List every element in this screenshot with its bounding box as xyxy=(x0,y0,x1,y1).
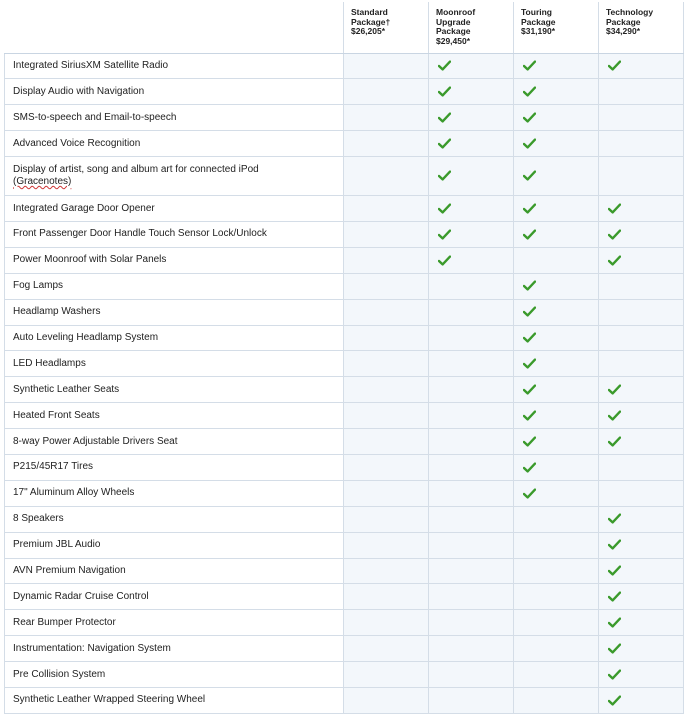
feature-name-cell xyxy=(5,377,344,403)
feature-row xyxy=(5,636,684,662)
touring-package-cell xyxy=(514,403,599,429)
technology-package-cell xyxy=(599,610,684,636)
checkmark-icon xyxy=(608,436,621,447)
touring-package-cell xyxy=(514,558,599,584)
feature-name-cell xyxy=(5,480,344,506)
package-header-line: Package xyxy=(436,26,471,36)
feature-name-cell xyxy=(5,79,344,105)
checkmark-icon xyxy=(608,410,621,421)
checkmark-icon xyxy=(438,203,451,214)
feature-name: Advanced Voice Recognition xyxy=(13,137,141,149)
feature-name: 17" Aluminum Alloy Wheels xyxy=(13,487,135,499)
feature-name-cell xyxy=(5,429,344,455)
moonroof-package-cell xyxy=(429,196,514,222)
checkmark-icon xyxy=(608,591,621,602)
touring-package-cell xyxy=(514,157,599,196)
feature-row xyxy=(5,157,684,196)
touring-package-cell xyxy=(514,429,599,455)
feature-name-cell xyxy=(5,325,344,351)
checkmark-icon xyxy=(523,488,536,499)
technology-package-cell xyxy=(599,429,684,455)
standard-package-cell xyxy=(344,532,429,558)
technology-package-cell xyxy=(599,506,684,532)
feature-name-cell xyxy=(5,221,344,247)
touring-package-cell xyxy=(514,299,599,325)
checkmark-icon xyxy=(608,565,621,576)
standard-package-cell xyxy=(344,299,429,325)
checkmark-icon xyxy=(608,255,621,266)
feature-row xyxy=(5,662,684,688)
technology-package-cell xyxy=(599,157,684,196)
feature-name: Rear Bumper Protector xyxy=(13,616,116,628)
package-header-line: Technology xyxy=(606,7,654,17)
touring-package-cell xyxy=(514,532,599,558)
technology-package-cell xyxy=(599,131,684,157)
feature-name-continued: (Gracenotes) xyxy=(13,176,72,188)
moonroof-package-cell xyxy=(429,687,514,713)
feature-name: AVN Premium Navigation xyxy=(13,564,126,576)
feature-row xyxy=(5,480,684,506)
technology-package-cell xyxy=(599,558,684,584)
feature-name-cell xyxy=(5,636,344,662)
package-header-technology xyxy=(599,2,684,53)
feature-row xyxy=(5,454,684,480)
checkmark-icon xyxy=(608,384,621,395)
package-header-row xyxy=(5,2,684,53)
feature-name-cell xyxy=(5,131,344,157)
standard-package-cell xyxy=(344,480,429,506)
touring-package-cell xyxy=(514,377,599,403)
moonroof-package-cell xyxy=(429,131,514,157)
standard-package-cell xyxy=(344,221,429,247)
checkmark-icon xyxy=(608,203,621,214)
feature-name-cell xyxy=(5,584,344,610)
standard-package-cell xyxy=(344,351,429,377)
standard-package-cell xyxy=(344,325,429,351)
moonroof-package-cell xyxy=(429,532,514,558)
standard-package-cell xyxy=(344,403,429,429)
technology-package-cell xyxy=(599,105,684,131)
package-comparison-table xyxy=(4,2,684,714)
standard-package-cell xyxy=(344,584,429,610)
feature-row xyxy=(5,687,684,713)
moonroof-package-cell xyxy=(429,610,514,636)
technology-package-cell xyxy=(599,53,684,79)
package-header-line: Package xyxy=(606,16,641,27)
package-header-line: Standard xyxy=(351,7,388,17)
feature-name-cell xyxy=(5,196,344,222)
feature-name: Synthetic Leather Seats xyxy=(13,383,120,395)
feature-name: Display of artist, song and album art for connected iPod xyxy=(13,164,259,176)
moonroof-package-cell xyxy=(429,299,514,325)
standard-package-cell xyxy=(344,377,429,403)
feature-row xyxy=(5,131,684,157)
package-header-line: Package† xyxy=(351,16,391,27)
feature-row xyxy=(5,196,684,222)
touring-package-cell xyxy=(514,273,599,299)
feature-row xyxy=(5,247,684,273)
header-corner xyxy=(5,2,344,53)
moonroof-package-cell xyxy=(429,53,514,79)
feature-row xyxy=(5,53,684,79)
feature-name-cell xyxy=(5,53,344,79)
feature-row xyxy=(5,79,684,105)
feature-name-cell xyxy=(5,610,344,636)
feature-name: SMS-to-speech and Email-to-speech xyxy=(13,111,177,123)
technology-package-cell xyxy=(599,247,684,273)
feature-name: Display Audio with Navigation xyxy=(13,85,145,97)
standard-package-cell xyxy=(344,247,429,273)
moonroof-package-cell xyxy=(429,79,514,105)
moonroof-package-cell xyxy=(429,351,514,377)
feature-rows xyxy=(5,53,684,713)
standard-package-cell xyxy=(344,53,429,79)
feature-name-cell xyxy=(5,105,344,131)
feature-name-cell xyxy=(5,532,344,558)
checkmark-icon xyxy=(523,203,536,214)
touring-package-cell xyxy=(514,79,599,105)
touring-package-cell xyxy=(514,662,599,688)
standard-package-cell xyxy=(344,662,429,688)
touring-package-cell xyxy=(514,480,599,506)
feature-name-cell xyxy=(5,506,344,532)
technology-package-cell xyxy=(599,196,684,222)
package-header-line: Package xyxy=(521,16,556,27)
checkmark-icon xyxy=(608,617,621,628)
checkmark-icon xyxy=(438,112,451,123)
checkmark-icon xyxy=(523,384,536,395)
package-header-moonroof xyxy=(429,2,514,53)
moonroof-package-cell xyxy=(429,403,514,429)
checkmark-icon xyxy=(608,513,621,524)
moonroof-package-cell xyxy=(429,157,514,196)
feature-name: Headlamp Washers xyxy=(13,306,101,318)
touring-package-cell xyxy=(514,584,599,610)
standard-package-cell xyxy=(344,273,429,299)
moonroof-package-cell xyxy=(429,273,514,299)
feature-name-cell xyxy=(5,273,344,299)
technology-package-cell xyxy=(599,480,684,506)
moonroof-package-cell xyxy=(429,377,514,403)
standard-package-cell xyxy=(344,196,429,222)
package-header-line: Upgrade xyxy=(436,16,471,27)
feature-name: 8-way Power Adjustable Drivers Seat xyxy=(13,435,178,447)
technology-package-cell xyxy=(599,584,684,610)
feature-row xyxy=(5,351,684,377)
touring-package-cell xyxy=(514,636,599,662)
feature-name-cell xyxy=(5,403,344,429)
checkmark-icon xyxy=(523,112,536,123)
feature-row xyxy=(5,429,684,455)
feature-row xyxy=(5,403,684,429)
standard-package-cell xyxy=(344,558,429,584)
checkmark-icon xyxy=(523,60,536,71)
feature-row xyxy=(5,105,684,131)
feature-row xyxy=(5,532,684,558)
package-header-line: Touring xyxy=(521,7,552,17)
touring-package-cell xyxy=(514,247,599,273)
feature-name-cell xyxy=(5,558,344,584)
standard-package-cell xyxy=(344,506,429,532)
technology-package-cell xyxy=(599,273,684,299)
technology-package-cell xyxy=(599,662,684,688)
checkmark-icon xyxy=(438,170,451,181)
package-header-touring xyxy=(514,2,599,53)
standard-package-cell xyxy=(344,429,429,455)
feature-name: Fog Lamps xyxy=(13,280,64,292)
touring-package-cell xyxy=(514,105,599,131)
feature-name-cell xyxy=(5,247,344,273)
standard-package-cell xyxy=(344,454,429,480)
moonroof-package-cell xyxy=(429,247,514,273)
standard-package-cell xyxy=(344,687,429,713)
checkmark-icon xyxy=(608,229,621,240)
checkmark-icon xyxy=(523,410,536,421)
feature-row xyxy=(5,377,684,403)
technology-package-cell xyxy=(599,454,684,480)
technology-package-cell xyxy=(599,351,684,377)
moonroof-package-cell xyxy=(429,558,514,584)
checkmark-icon xyxy=(523,332,536,343)
standard-package-cell xyxy=(344,157,429,196)
moonroof-package-cell xyxy=(429,506,514,532)
touring-package-cell xyxy=(514,454,599,480)
checkmark-icon xyxy=(608,60,621,71)
technology-package-cell xyxy=(599,687,684,713)
feature-name: Synthetic Leather Wrapped Steering Wheel xyxy=(13,694,206,706)
feature-name: Front Passenger Door Handle Touch Sensor Lock/Unlock xyxy=(13,228,267,240)
feature-name: Pre Collision System xyxy=(13,668,106,680)
feature-name-cell xyxy=(5,299,344,325)
checkmark-icon xyxy=(523,436,536,447)
standard-package-cell xyxy=(344,105,429,131)
checkmark-icon xyxy=(438,255,451,266)
feature-name: Power Moonroof with Solar Panels xyxy=(13,254,167,266)
package-header-price: $26,205* xyxy=(351,26,386,36)
feature-name: 8 Speakers xyxy=(13,513,64,525)
standard-package-cell xyxy=(344,131,429,157)
checkmark-icon xyxy=(438,229,451,240)
checkmark-icon xyxy=(523,280,536,291)
checkmark-icon xyxy=(523,462,536,473)
moonroof-package-cell xyxy=(429,662,514,688)
moonroof-package-cell xyxy=(429,636,514,662)
feature-name: Instrumentation: Navigation System xyxy=(13,642,171,654)
moonroof-package-cell xyxy=(429,454,514,480)
touring-package-cell xyxy=(514,610,599,636)
feature-row xyxy=(5,299,684,325)
feature-name: LED Headlamps xyxy=(13,357,86,369)
standard-package-cell xyxy=(344,79,429,105)
feature-name: Integrated SiriusXM Satellite Radio xyxy=(13,59,169,71)
feature-row xyxy=(5,584,684,610)
package-header-line: Moonroof xyxy=(436,7,476,17)
checkmark-icon xyxy=(438,60,451,71)
feature-row xyxy=(5,610,684,636)
package-header-standard xyxy=(344,2,429,53)
technology-package-cell xyxy=(599,377,684,403)
moonroof-package-cell xyxy=(429,325,514,351)
feature-name: Integrated Garage Door Opener xyxy=(13,202,155,214)
moonroof-package-cell xyxy=(429,105,514,131)
feature-row xyxy=(5,221,684,247)
checkmark-icon xyxy=(523,229,536,240)
feature-row xyxy=(5,506,684,532)
package-header-price: $31,190* xyxy=(521,26,556,36)
standard-package-cell xyxy=(344,636,429,662)
feature-name: P215/45R17 Tires xyxy=(13,461,94,473)
technology-package-cell xyxy=(599,532,684,558)
touring-package-cell xyxy=(514,221,599,247)
feature-name-cell xyxy=(5,662,344,688)
standard-package-cell xyxy=(344,610,429,636)
feature-row xyxy=(5,273,684,299)
checkmark-icon xyxy=(608,539,621,550)
checkmark-icon xyxy=(608,695,621,706)
checkmark-icon xyxy=(438,86,451,97)
technology-package-cell xyxy=(599,636,684,662)
checkmark-icon xyxy=(608,669,621,680)
touring-package-cell xyxy=(514,53,599,79)
checkmark-icon xyxy=(608,643,621,654)
touring-package-cell xyxy=(514,196,599,222)
checkmark-icon xyxy=(438,138,451,149)
technology-package-cell xyxy=(599,299,684,325)
feature-row xyxy=(5,325,684,351)
touring-package-cell xyxy=(514,325,599,351)
feature-name: Premium JBL Audio xyxy=(13,539,101,551)
moonroof-package-cell xyxy=(429,584,514,610)
moonroof-package-cell xyxy=(429,429,514,455)
package-header-price: $29,450* xyxy=(436,35,471,46)
checkmark-icon xyxy=(523,138,536,149)
feature-name-cell xyxy=(5,157,344,196)
feature-name: Auto Leveling Headlamp System xyxy=(13,331,159,343)
touring-package-cell xyxy=(514,131,599,157)
technology-package-cell xyxy=(599,221,684,247)
package-header-price: $34,290* xyxy=(606,26,641,36)
checkmark-icon xyxy=(523,306,536,317)
technology-package-cell xyxy=(599,325,684,351)
feature-row xyxy=(5,558,684,584)
checkmark-icon xyxy=(523,86,536,97)
moonroof-package-cell xyxy=(429,221,514,247)
checkmark-icon xyxy=(523,170,536,181)
touring-package-cell xyxy=(514,506,599,532)
touring-package-cell xyxy=(514,351,599,377)
technology-package-cell xyxy=(599,79,684,105)
feature-name: Heated Front Seats xyxy=(13,409,100,421)
feature-name: Dynamic Radar Cruise Control xyxy=(13,590,149,602)
feature-name-cell xyxy=(5,454,344,480)
moonroof-package-cell xyxy=(429,480,514,506)
feature-name-cell xyxy=(5,687,344,713)
checkmark-icon xyxy=(523,358,536,369)
touring-package-cell xyxy=(514,687,599,713)
technology-package-cell xyxy=(599,403,684,429)
feature-name-cell xyxy=(5,351,344,377)
